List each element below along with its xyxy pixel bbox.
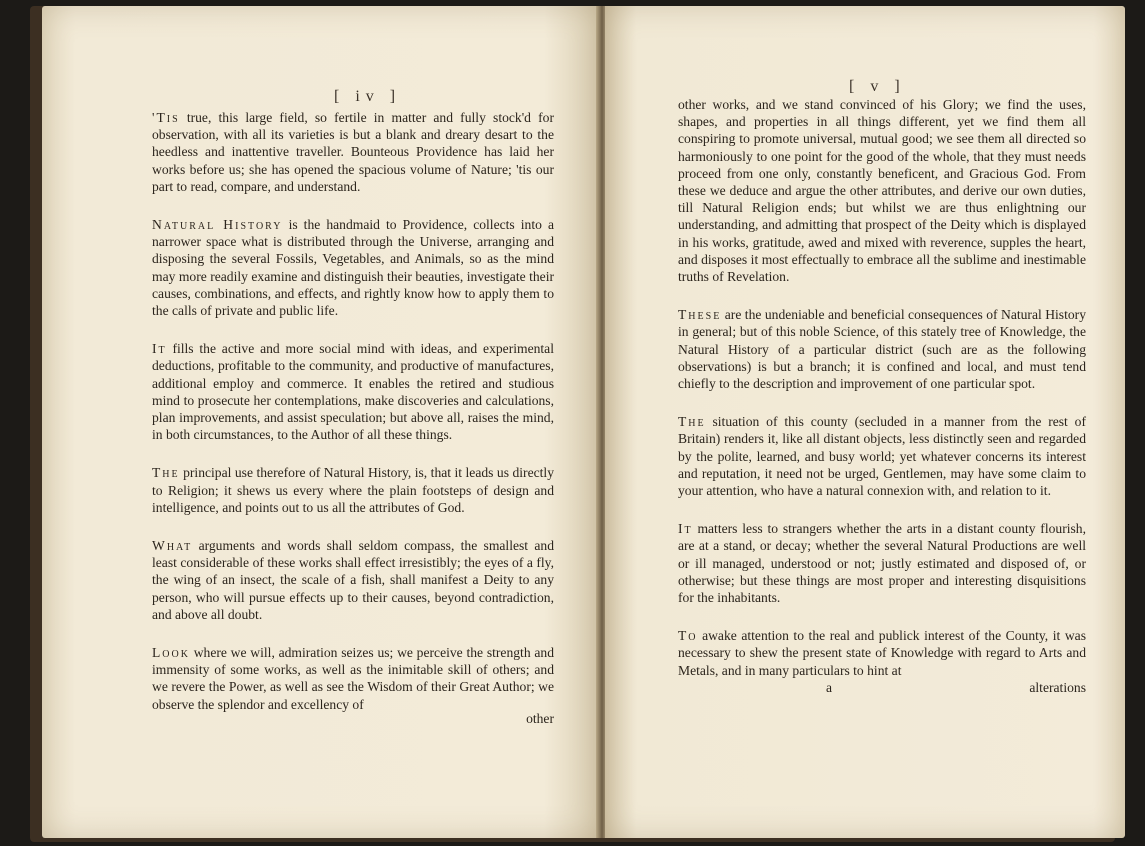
paragraph: Look where we will, admiration seizes us; we perceive the strength and immensity of some works, as well as the inimitable skill of others; and we revere the Power, as well as see the Wisdom of their Great Author; we observe the splendor and excellency of [152,645,554,712]
paragraph: other works, and we stand convinced of his Glory; we find the uses, shapes, and properties in all things different, yet we find them all conspiring to promote universal, mutual good; we see them all directed so harmoniously to one point for the good of the whole, that they must needs proceed from one only, constantly beneficent, and Gracious God. From these we deduce and argue the other attributes, and derive our own duties, till Natural Religion ends; but whilst we are thus enlightning our understanding, and admitting that prospect of the Deity which is displayed in his works, gratitude, awed and mixed with reverence, supples the heart, and disposes it most effectually to embrace all the sublime and inestimable truths of Revelation. [678,97,1086,285]
open-book [30,6,1115,842]
paragraph: 'Tis true, this large field, so fertile in matter and fully stock'd for observation, with all its varieties is but a blank and dreary desart to the heedless and inattentive traveller. Bounteous Providence has laid her works before us; she has opened the spacious volume of Nature; 'tis our part to read, compare, and understand. [152,110,554,194]
page-number-right: [ v ] [849,78,906,95]
paragraph: What arguments and words shall seldom compass, the smallest and least considerable of these works shall effect irresistibly; the eyes of a fly, the wing of an insect, the scale of a fish, shall manifest a Deity to any person, who will pursue effects up to their causes, beyond contradiction, and above all doubt. [152,538,554,622]
catchword-right: alterations [1029,679,1086,695]
paragraph: It matters less to strangers whether the arts in a distant county flourish, are at a stand, or decay; whether the several Natural Productions are well or ill managed, understood or not; justly estimated and disposed of, or otherwise; but these things are most proper and interesting disquisitions for the inhabitants. [678,521,1086,606]
left-page-text [152,109,554,727]
paragraph: Natural History is the handmaid to Providence, collects into a narrower space what is distributed through the Universe, arranging and disposing the several Fossils, Vegetables, and Animals, so as the mind may more readily examine and distinguish their beauties, investigate their causes, combinations, and effects, and rightly know how to apply them to the calls of private and public life. [152,217,554,319]
signature-mark: a [826,679,833,695]
paragraph: The principal use therefore of Natural History, is, that it leads us directly to Religion; it shews us every where the plain footsteps of design and intelligence, and points out to us all the attributes of God. [152,465,554,515]
right-page [605,6,1125,838]
catchword-left: other [526,710,554,726]
page-number-left: [ iv ] [334,88,402,105]
paragraph: It fills the active and more social mind with ideas, and experimental deductions, profitable to the community, and productive of manufactures, additional employ and commerce. It enables the retired and studious mind to prosecute her contemplations, make discoveries and calculations, plan improvements, and assist speculation; but above all, raises the mind, in both circumstances, to the Author of all these things. [152,341,554,443]
right-page-text [678,96,1086,695]
paragraph: These are the undeniable and beneficial consequences of Natural History in general; but of this noble Science, of this stately tree of Knowledge, the Natural History of a particular district (such are as the following observations) is but a branch; it is confined and local, and must tend chiefly to the description and improvement of one particular spot. [678,307,1086,392]
page-footer [678,679,1086,695]
paragraph: The situation of this county (secluded in a manner from the rest of Britain) renders it, like all distant objects, less distinctly seen and regarded by the polite, learned, and busy world; yet whatever concerns its interest and reputation, it need not be urged, Gentlemen, may have some claim to your attention, who have a natural connexion with, and relation to it. [678,414,1086,499]
left-page [42,6,600,838]
paragraph: To awake attention to the real and publick interest of the County, it was necessary to shew the present state of Knowledge with regard to Arts and Metals, and in many particulars to hint at [678,628,1086,678]
